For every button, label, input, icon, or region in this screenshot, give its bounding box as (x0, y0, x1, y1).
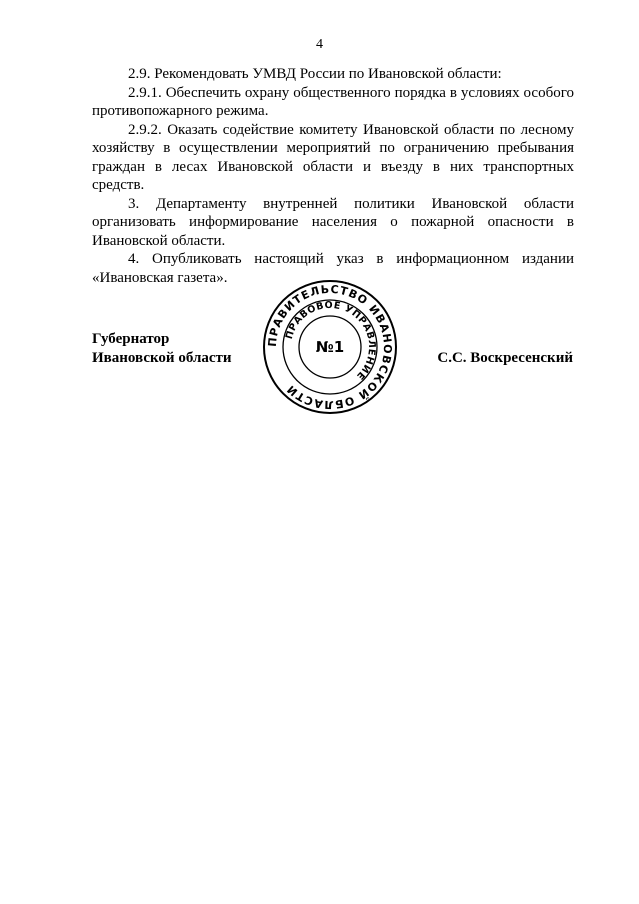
official-seal (262, 279, 398, 415)
document-body (92, 65, 574, 287)
signatory-title-line-1: Губернатор (92, 331, 170, 347)
signatory-name: С.С. Воскресенский (437, 350, 573, 366)
seal-inner-text: ПРАВОВОЕ УПРАВЛЕНИЕ (283, 299, 378, 382)
paragraph-2-9-1: 2.9.1. Обеспечить охрану общественного порядка в условиях особого противопожарного режима. (92, 84, 574, 119)
seal-center-text: №1 (315, 338, 345, 356)
paragraph-4: 4. Опубликовать настоящий указ в информационном издании «Ивановская газета». (92, 251, 574, 286)
page-number: 4 (316, 37, 323, 52)
signatory-title-line-2: Ивановской области (92, 350, 232, 366)
paragraph-2-9: 2.9. Рекомендовать УМВД России по Ивановской области: (128, 66, 502, 82)
paragraph-2-9-2: 2.9.2. Оказать содействие комитету Ивановской области по лесному хозяйству в осуществлении мероприятий по ограничению пребывания граждан в лесах Ивановской области и въезду в них транспортных средств. (92, 121, 574, 193)
signatory-title (92, 330, 232, 368)
seal-outer-text: ПРАВИТЕЛЬСТВО ИВАНОВСКОЙ ОБЛАСТИ (265, 282, 395, 412)
paragraph-3: 3. Департаменту внутренней политики Ивановской области организовать информирование населения о пожарной опасности в Ивановской области. (92, 195, 574, 249)
